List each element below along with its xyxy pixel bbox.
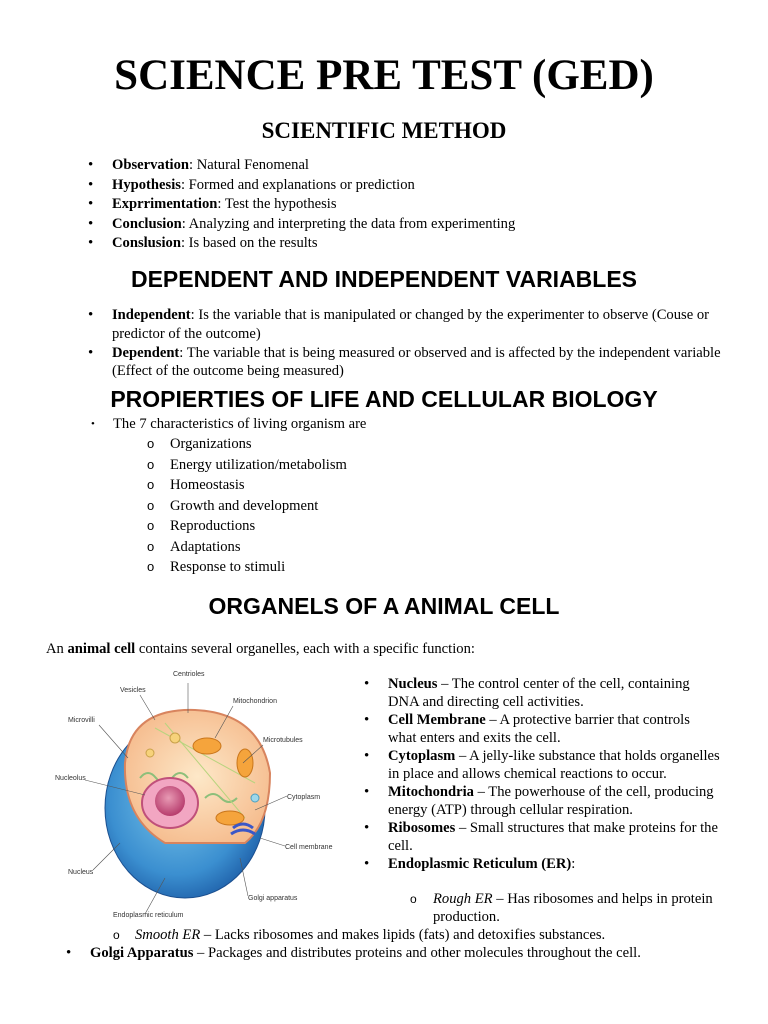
list-item: • Conslusion: Is based on the results bbox=[88, 235, 318, 251]
list-item: o Response to stimuli bbox=[147, 559, 286, 575]
heading-scientific-method: SCIENTIFIC METHOD bbox=[261, 118, 507, 143]
label-nucleus: Nucleus bbox=[68, 869, 94, 876]
label-vesicles: Vesicles bbox=[120, 687, 146, 694]
sub-bullet-icon: o bbox=[410, 892, 417, 906]
list-item: • Exprrimentation: Test the hypothesis bbox=[88, 196, 337, 212]
list-item: o Energy utilization/metabolism bbox=[147, 456, 347, 473]
list-item: • Ribosomes – Small structures that make proteins for the cell. bbox=[364, 820, 718, 854]
animal-cell-diagram bbox=[55, 668, 345, 923]
list-item: • Cell Membrane – A protective barrier that controls what enters and exits the cell. bbox=[364, 712, 690, 746]
list-item: • Dependent: The variable that is being measured or observed and is affected by the independent variable (Effect of the outcome being measured) bbox=[88, 345, 721, 379]
label-cell-membrane: Cell membrane bbox=[285, 844, 333, 851]
list-item: o Homeostasis bbox=[147, 477, 245, 493]
characteristics-list bbox=[147, 434, 347, 578]
golgi-item: • Golgi Apparatus – Packages and distributes proteins and other molecules throughout the cell. bbox=[66, 945, 641, 961]
variables-list bbox=[88, 306, 724, 380]
label-nucleolus: Nucleolus bbox=[55, 775, 86, 782]
heading-variables: DEPENDENT AND INDEPENDENT VARIABLES bbox=[130, 266, 638, 292]
label-microvilli: Microvilli bbox=[68, 717, 95, 724]
list-item: o Organizations bbox=[147, 436, 252, 452]
heading-properties-of-life: PROPIERTIES OF LIFE AND CELLULAR BIOLOGY bbox=[110, 386, 658, 412]
label-er: Endoplasmic reticulum bbox=[113, 912, 184, 919]
organelle-list bbox=[364, 675, 720, 873]
list-item: • Independent: Is the variable that is manipulated or changed by the experimenter to observe (Couse or predictor of the outcome) bbox=[88, 307, 709, 342]
bullet-icon: • bbox=[91, 418, 95, 430]
life-intro: • The 7 characteristics of living organism are bbox=[91, 416, 367, 432]
list-item: • Mitochondria – The powerhouse of the cell, producing energy (ATP) through cellular respiration. bbox=[364, 784, 714, 818]
list-item: • Observation: Natural Fenomenal bbox=[88, 157, 309, 173]
list-item: o Reproductions bbox=[147, 518, 256, 534]
list-item: • Conclusion: Analyzing and interpreting the data from experimenting bbox=[88, 215, 516, 232]
list-item: • Endoplasmic Reticulum (ER): bbox=[364, 856, 576, 872]
label-cytoplasm: Cytoplasm bbox=[287, 794, 321, 801]
label-microtubules: Microtubules bbox=[263, 737, 303, 744]
heading-organels: ORGANELS OF A ANIMAL CELL bbox=[208, 593, 560, 619]
list-item: • Hypothesis: Formed and explanations or prediction bbox=[88, 176, 415, 193]
list-item: • Nucleus – The control center of the cell, containing DNA and directing cell activities. bbox=[364, 676, 690, 710]
bullet-icon: • bbox=[66, 945, 72, 961]
page-title: SCIENCE PRE TEST (GED) bbox=[114, 52, 654, 99]
label-centrioles: Centrioles bbox=[173, 671, 205, 678]
rough-er-item: o Rough ER – Has ribosomes and helps in protein production. bbox=[410, 891, 713, 925]
label-golgi: Golgi apparatus bbox=[248, 895, 298, 902]
organels-intro: An animal cell contains several organelles, each with a specific function: bbox=[46, 641, 475, 657]
list-item: • Cytoplasm – A jelly-like substance that holds organelles in place and allows chemical reactions to occur. bbox=[364, 748, 720, 782]
list-item: o Adaptations bbox=[147, 538, 241, 555]
smooth-er-item: o Smooth ER – Lacks ribosomes and makes lipids (fats) and detoxifies substances. bbox=[113, 927, 606, 943]
list-item: o Growth and development bbox=[147, 497, 319, 514]
scientific-method-list bbox=[88, 156, 732, 254]
sub-bullet-icon: o bbox=[113, 928, 120, 942]
label-mitochondrion: Mitochondrion bbox=[233, 698, 277, 705]
